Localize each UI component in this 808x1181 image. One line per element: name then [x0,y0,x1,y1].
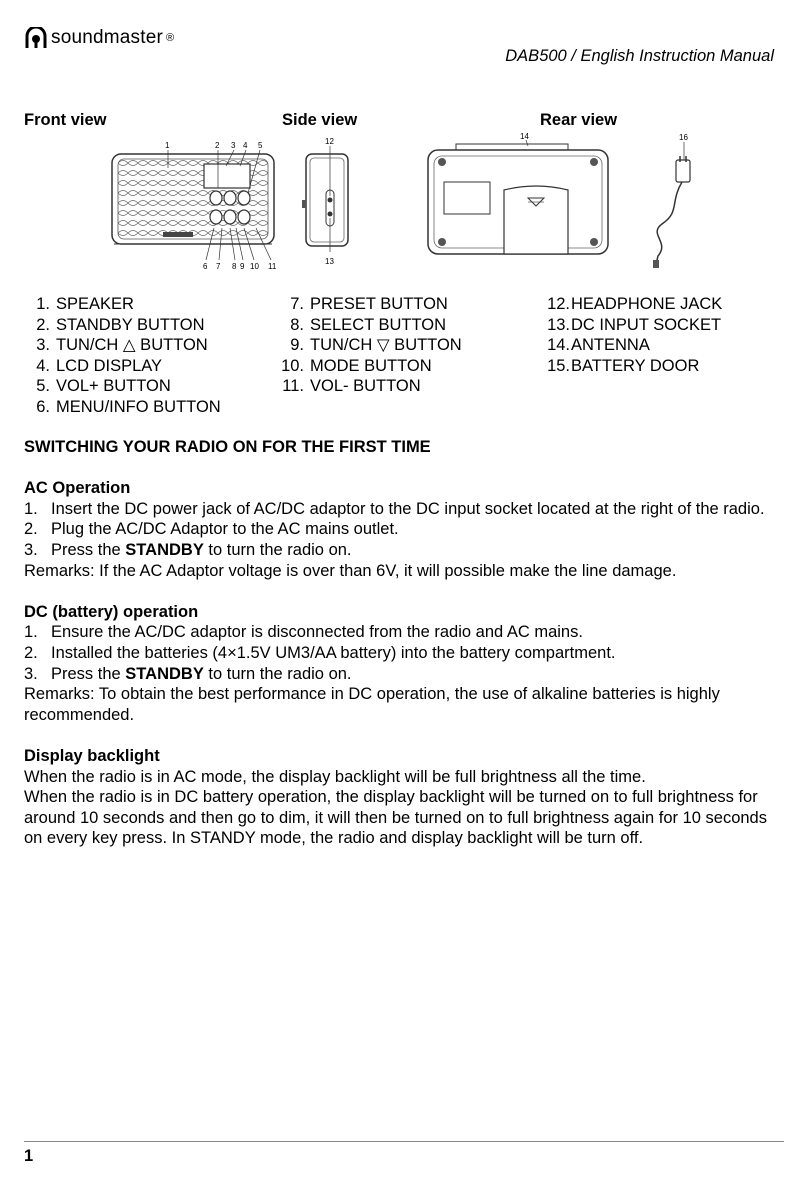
callout-8: 8 [232,262,237,271]
list-item: 2. STANDBY BUTTON [36,315,205,334]
callout-10: 10 [250,262,259,271]
list-item: 7. PRESET BUTTON [290,295,448,313]
list-item: 11. VOL- BUTTON [282,377,421,396]
rear-view-label: Rear view [540,111,618,129]
callout-12: 12 [325,137,334,146]
callout-5: 5 [258,141,263,150]
list-item: 14. ANTENNA [547,336,650,355]
callout-16: 16 [679,133,688,142]
list-item: 3. Press the STANDBY to turn the radio on. [24,664,352,683]
callout-11: 11 [268,262,277,271]
list-item: 5. VOL+ BUTTON [36,377,171,396]
list-item: 2. Installed the batteries (4×1.5V UM3/AA battery) into the battery compartment. [24,643,616,662]
backlight-paragraph-1: When the radio is in AC mode, the display backlight will be full brightness all the time. [24,767,646,786]
side-view-figure [296,134,360,269]
list-item: 10. MODE BUTTON [281,356,432,375]
callout-9: 9 [240,262,245,271]
ac-remark: Remarks: If the AC Adaptor voltage is over than 6V, it will possible make the line damage. [24,561,677,580]
list-item: 9. TUN/CH ▽ BUTTON [290,336,462,355]
callout-14: 14 [520,132,529,141]
callout-13: 13 [325,257,334,266]
front-view-label: Front view [24,111,107,129]
section-title: SWITCHING YOUR RADIO ON FOR THE FIRST TIME [24,438,431,456]
list-item: 4. LCD DISPLAY [36,356,163,375]
callout-2: 2 [215,141,220,150]
parts-list-col3 [540,294,722,376]
parts-list-col2 [278,294,462,397]
backlight-heading: Display backlight [24,746,160,765]
brand-logo [24,26,174,50]
ac-heading: AC Operation [24,479,131,498]
list-item: 1. SPEAKER [36,295,134,313]
side-view-label: Side view [282,111,358,129]
dc-heading: DC (battery) operation [24,602,199,621]
brand-name: soundmaster [51,27,164,48]
soundmaster-logo-icon [24,27,48,49]
list-item: 3. TUN/CH △ BUTTON [36,336,208,355]
list-item: 13. DC INPUT SOCKET [547,315,722,334]
dc-remark: Remarks: To obtain the best performance in DC operation, the use of alkaline batteries is highly recommended. [24,685,720,724]
instructions-body [24,437,784,849]
page-number: 1 [24,1147,34,1165]
list-item: 12. HEADPHONE JACK [547,295,723,313]
backlight-paragraph-2: When the radio is in DC battery operation, the display backlight will be turned on to full brightness for around 10 seconds and then go to dim, it will then be turned on to full brightness again for 10 seconds on every key press. In STANDY mode, the radio and display backlight will be turn off. [24,788,767,848]
list-item: 15. BATTERY DOOR [547,356,700,375]
adaptor-figure [640,132,700,272]
registered-mark: ® [166,32,175,44]
list-item: 8. SELECT BUTTON [290,315,447,334]
list-item: 3. Press the STANDBY to turn the radio on. [24,540,352,559]
parts-list-col1 [24,294,221,418]
footer-divider [24,1141,784,1142]
rear-view-figure [420,132,615,262]
callout-3: 3 [231,141,236,150]
callout-1: 1 [165,141,170,150]
list-item: 1. Insert the DC power jack of AC/DC adaptor to the DC input socket located at the right of the radio. [24,499,765,518]
manual-title: DAB500 / English Instruction Manual [505,47,774,65]
list-item: 6. MENU/INFO BUTTON [36,397,221,416]
callout-4: 4 [243,141,248,150]
front-view-figure [108,138,283,273]
list-item: 1. Ensure the AC/DC adaptor is disconnected from the radio and AC mains. [24,623,583,642]
list-item: 2. Plug the AC/DC Adaptor to the AC mains outlet. [24,520,399,539]
callout-7: 7 [216,262,221,271]
callout-6: 6 [203,262,208,271]
